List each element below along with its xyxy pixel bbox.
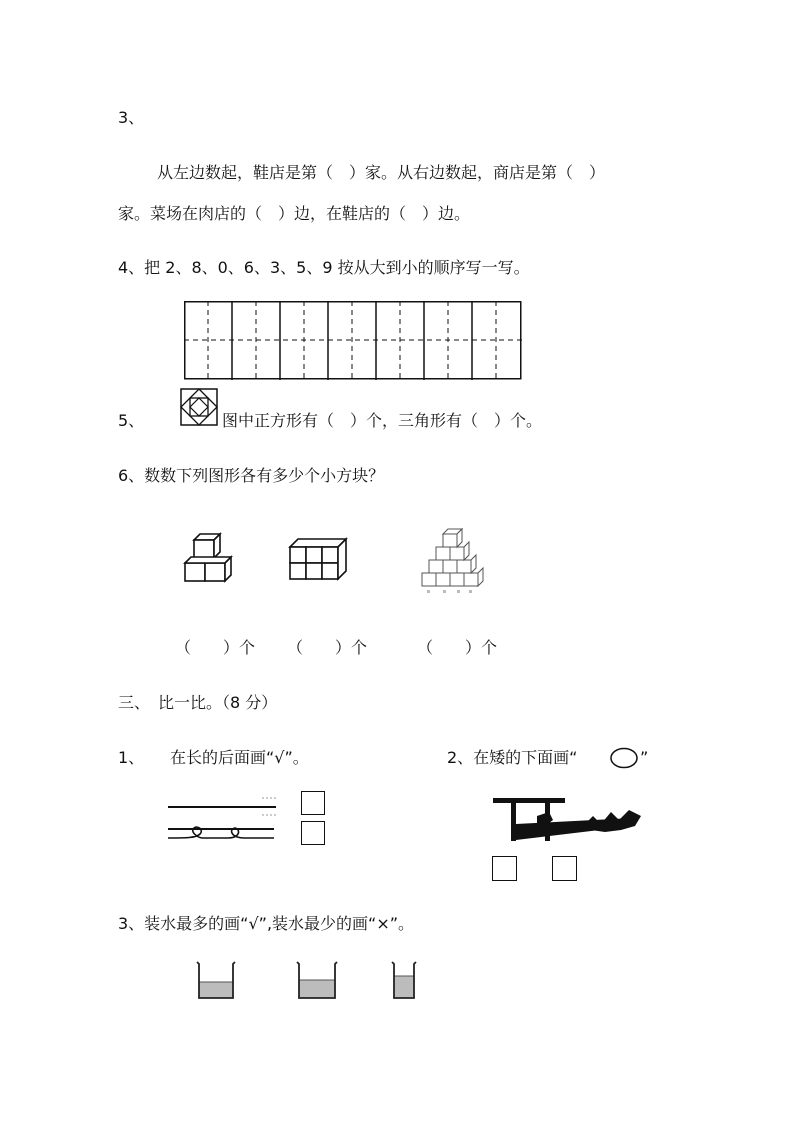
s3-q1-prompt: 在长的后面画“√”。 xyxy=(170,748,309,767)
cube-figure-1 xyxy=(183,532,239,584)
beaker-narrow xyxy=(389,960,419,1002)
q5-text: 图中正方形有（ ）个，三角形有（ ）个。 xyxy=(222,411,543,430)
answer-box-tree-left[interactable] xyxy=(492,856,517,881)
nested-squares-figure xyxy=(180,388,218,426)
q6-prompt: 6、数数下列图形各有多少个小方块？ xyxy=(118,466,385,485)
beaker-wide xyxy=(194,960,238,1002)
section-3-title: 三、 比一比。（8 分） xyxy=(118,693,278,712)
q5-number: 5、 xyxy=(118,411,145,430)
writing-grid[interactable] xyxy=(184,301,522,380)
answer-box-long-line-2[interactable] xyxy=(301,821,325,845)
q3-line2: 家。菜场在肉店的（ ）边，在鞋店的（ ）边。 xyxy=(118,204,471,223)
q6-answer-1[interactable]: （ ）个 xyxy=(175,638,256,657)
q4-prompt: 4、把 2、8、0、6、3、5、9 按从大到小的顺序写一写。 xyxy=(118,258,530,277)
lines-comparison-figure xyxy=(166,795,278,841)
trees-comparison-figure xyxy=(493,796,643,844)
s3-q2-prompt: 2、在矮的下面画“ xyxy=(447,748,578,767)
answer-box-tree-right[interactable] xyxy=(552,856,577,881)
beaker-medium xyxy=(294,960,340,1002)
q6-answer-3[interactable]: （ ）个 xyxy=(417,638,498,657)
circle-symbol xyxy=(609,747,639,769)
s3-q1-number: 1、 xyxy=(118,748,145,767)
s3-q2-close-quote: ” xyxy=(640,748,649,767)
q3-line1: 从左边数起，鞋店是第（ ）家。从右边数起，商店是第（ ） xyxy=(157,163,606,182)
cube-pyramid-figure xyxy=(413,526,489,596)
q6-answer-2[interactable]: （ ）个 xyxy=(287,638,368,657)
cube-figure-2 xyxy=(286,537,354,587)
answer-box-long-line-1[interactable] xyxy=(301,791,325,815)
q3-label: 3、 xyxy=(118,108,145,127)
s3-q3-prompt: 3、装水最多的画“√”,装水最少的画“×”。 xyxy=(118,914,415,933)
